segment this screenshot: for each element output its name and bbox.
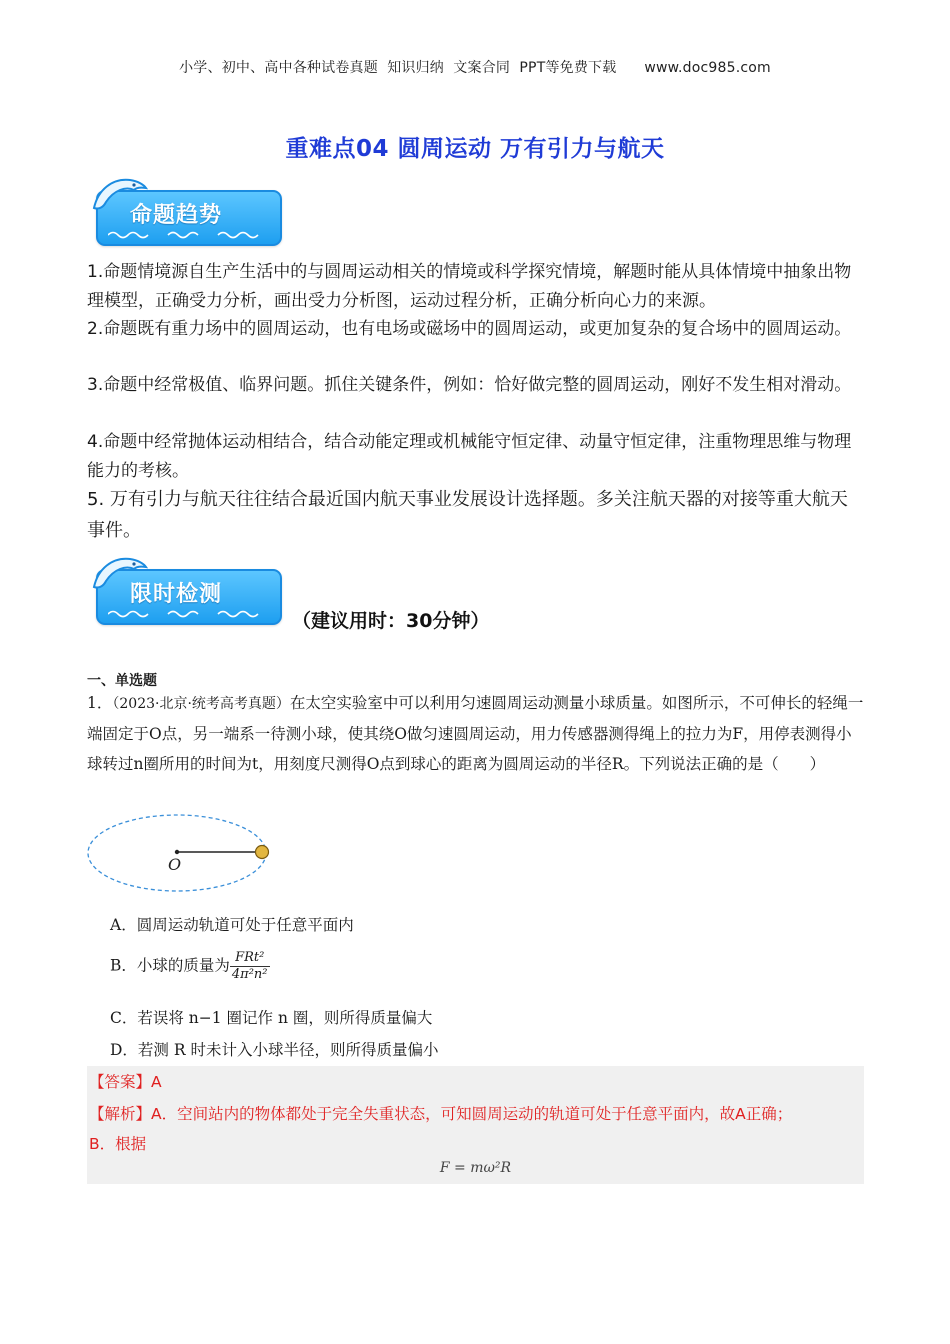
formula: F = mω²R bbox=[439, 1160, 512, 1176]
ball bbox=[256, 846, 269, 859]
badge-test-label: 限时检测 bbox=[130, 582, 223, 607]
answer-box bbox=[87, 1066, 864, 1184]
option-d: D．若测 R 时未计入小球半径，则所得质量偏小 bbox=[110, 1041, 439, 1059]
answer-label: 【答案】A bbox=[89, 1073, 162, 1091]
section-title: 一、单选题 bbox=[87, 673, 157, 689]
badge-trend-label: 命题趋势 bbox=[130, 203, 223, 228]
mass-fraction bbox=[230, 950, 270, 983]
page-title: 重难点04 圆周运动 万有引力与航天 bbox=[285, 136, 665, 162]
fraction-numerator: FRt² bbox=[230, 950, 270, 967]
wave-decoration bbox=[108, 609, 268, 619]
question-number: 1． bbox=[87, 694, 113, 712]
fraction-denominator: 4π²n² bbox=[231, 967, 268, 982]
page-header: 小学、初中、高中各种试卷真题 知识归纳 文案合同 PPT等免费下载 www.doc985.com bbox=[179, 60, 771, 76]
trend-item-5: 5. 万有引力与航天往往结合最近国内航天事业发展设计选择题。多关注航天器的对接等重大航天事件。 bbox=[87, 489, 848, 541]
wave-decoration bbox=[108, 230, 268, 240]
trend-item-2: 2.命题既有重力场中的圆周运动，也有电场或磁场中的圆周运动，或更加复杂的复合场中的圆周运动。 bbox=[87, 319, 852, 339]
point-o-label: O bbox=[168, 855, 182, 874]
question-source: （2023·北京·统考高考真题） bbox=[112, 696, 290, 712]
badge-test bbox=[90, 551, 285, 626]
trend-item-3: 3.命题中经常极值、临界问题。抓住关键条件，例如：恰好做完整的圆周运动，刚好不发生相对滑动。 bbox=[87, 375, 852, 395]
analysis-text: 【解析】A．空间站内的物体都处于完全失重状态，可知圆周运动的轨道可处于任意平面内，故A正确； bbox=[89, 1105, 793, 1123]
orbit-figure bbox=[85, 812, 280, 894]
question-1 bbox=[87, 688, 865, 779]
badge-trend bbox=[90, 172, 285, 247]
time-note: （建议用时：30分钟） bbox=[292, 610, 490, 632]
trend-item-4: 4.命题中经常抛体运动相结合，结合动能定理或机械能守恒定律、动量守恒定律，注重物理思维与物理能力的考核。 bbox=[87, 432, 852, 481]
option-a: A．圆周运动轨道可处于任意平面内 bbox=[110, 916, 354, 934]
option-b-prefix: B．小球的质量为 bbox=[110, 956, 230, 975]
question-text: 在太空实验室中可以利用匀速圆周运动测量小球质量。如图所示，不可伸长的轻绳一端固定于O点，另一端系一待测小球，使其绕O做匀速圆周运动，用力传感器测得绳上的拉力为F，用停表测得小球转过n圈所用的时间为t，用刻度尺测得O点到球心的距离为圆周运动的半径R。下列说法正确的是（ ） bbox=[87, 694, 864, 773]
option-b bbox=[110, 950, 270, 983]
trend-item-1: 1.命题情境源自生产生活中的与圆周运动相关的情境或科学探究情境，解题时能从具体情境中抽象出物理模型，正确受力分析，画出受力分析图，运动过程分析，正确分析向心力的来源。 bbox=[87, 262, 852, 311]
option-c: C．若误将 n−1 圈记作 n 圈，则所得质量偏大 bbox=[110, 1009, 433, 1027]
pivot-point bbox=[175, 850, 179, 854]
analysis-b-line: B．根据 bbox=[89, 1135, 147, 1153]
